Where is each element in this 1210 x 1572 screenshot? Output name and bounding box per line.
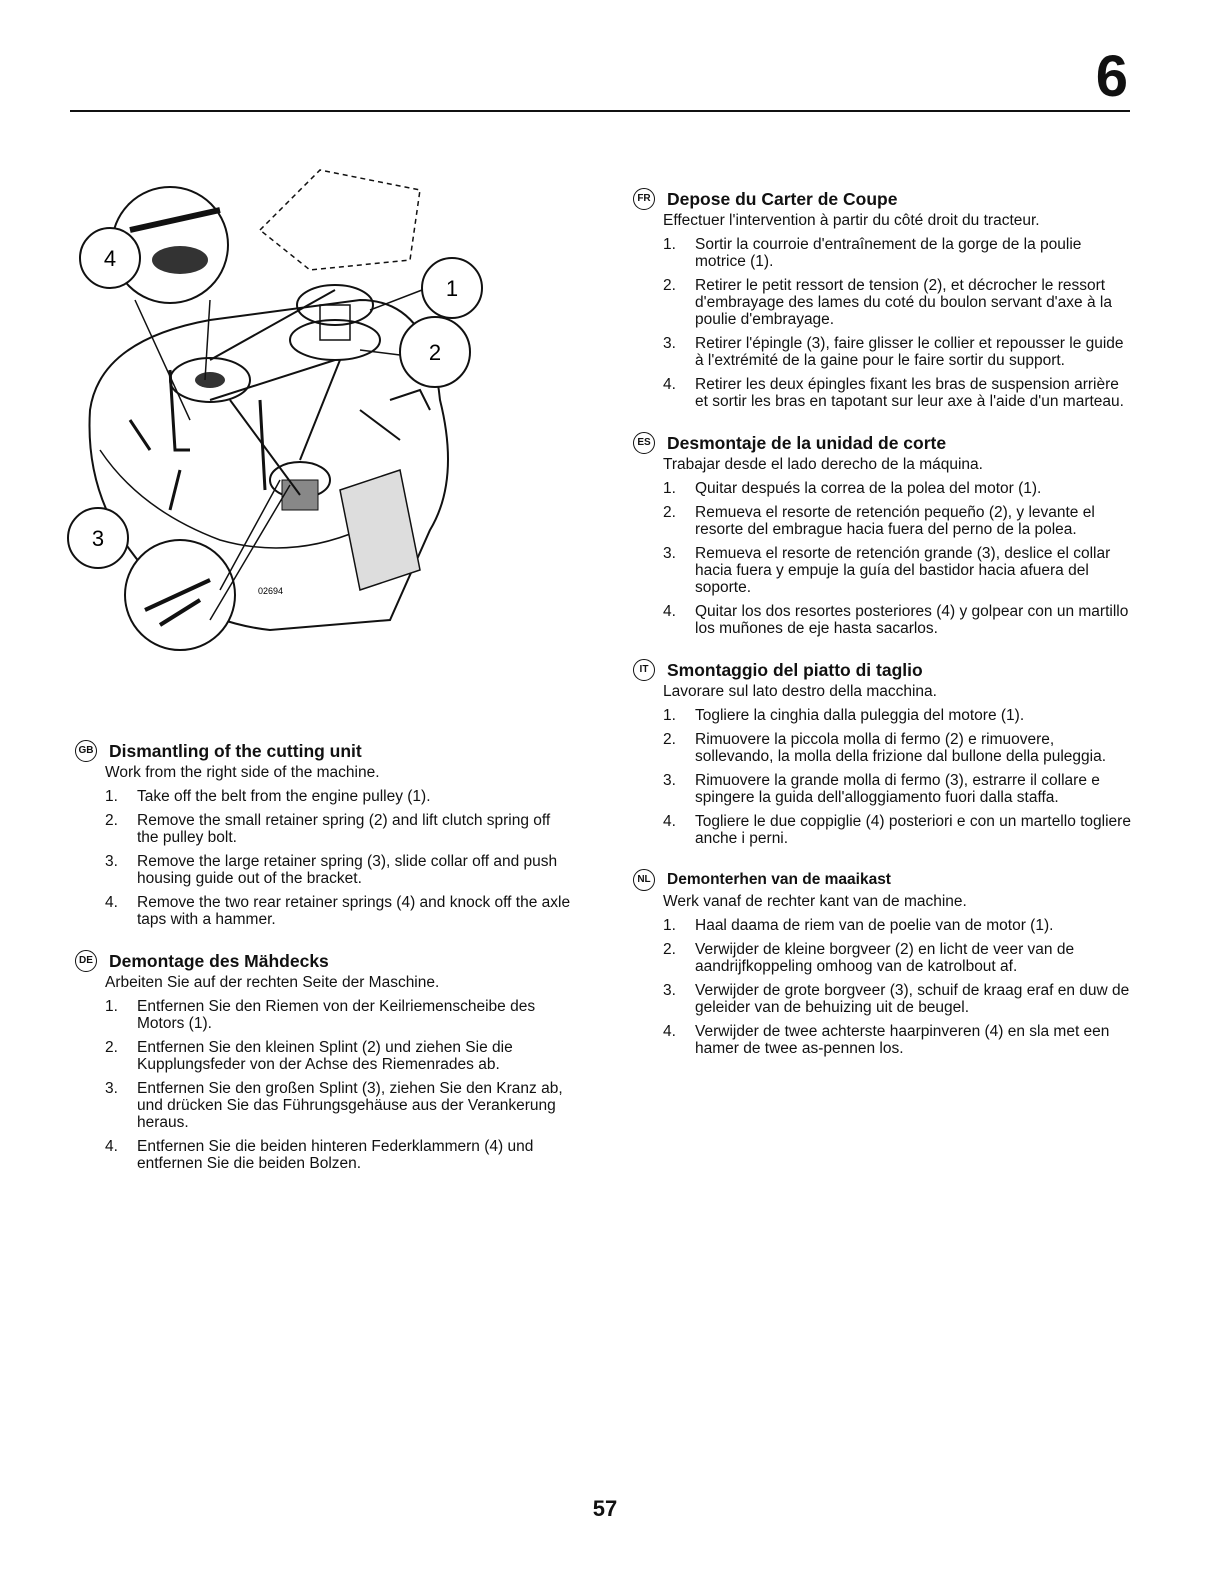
flag-nl-icon: NL: [633, 869, 655, 891]
cutting-deck-illustration: [60, 150, 510, 670]
section-title: Dismantling of the cutting unit: [109, 741, 362, 761]
section-intro: Work from the right side of the machine.: [105, 764, 380, 781]
flag-gb-icon: GB: [75, 740, 97, 762]
list-item: 4. Verwijder de twee achterste haarpinveren (4) en sla met een hamer de twee as-pennen los.: [663, 1023, 1110, 1057]
list-item: 3. Retirer l'épingle (3), faire glisser le collier et repousser le guide à l'extrémité de la gaine pour le faire sortir du support.: [663, 335, 1124, 369]
section-nl: [637, 869, 1133, 1057]
list-item: 1. Haal daama de riem van de poelie van de motor (1).: [663, 917, 1054, 934]
right-column: [637, 188, 1133, 1073]
list-item: 1. Togliere la cinghia dalla puleggia del motore (1).: [663, 707, 1025, 724]
section-title: Smontaggio del piatto di taglio: [667, 660, 923, 680]
flag-es-icon: ES: [633, 432, 655, 454]
list-item: 3. Remove the large retainer spring (3), slide collar off and push housing guide out of the bracket.: [105, 853, 558, 887]
list-item: 2. Remove the small retainer spring (2) and lift clutch spring off the pulley bolt.: [105, 812, 551, 846]
section-title: Depose du Carter de Coupe: [667, 189, 898, 209]
header-rule: [70, 110, 1130, 112]
flag-it-icon: IT: [633, 659, 655, 681]
section-it: [639, 659, 1133, 847]
list-item: 2. Rimuovere la piccola molla di fermo (2) e rimuovere, sollevando, la molla della frizione dal bullone della puleggia.: [663, 731, 1107, 765]
flag-fr-icon: FR: [633, 188, 655, 210]
list-item: 1. Quitar después la correa de la polea del motor (1).: [663, 480, 1042, 497]
list-item: 3. Rimuovere la grande molla di fermo (3), estrarre il collare e spingere la guida dell'alloggiamento fuori dalla staffa.: [663, 772, 1100, 806]
callout-4: 4: [103, 246, 117, 271]
list-item: 1. Take off the belt from the engine pulley (1).: [105, 788, 431, 805]
section-intro: Trabajar desde el lado derecho de la máquina.: [663, 456, 983, 473]
callout-1: 1: [445, 276, 459, 301]
flag-de-icon: DE: [75, 950, 97, 972]
figure-code: 02694: [258, 586, 284, 596]
page-number: 57: [592, 1496, 618, 1521]
list-item: 3. Entfernen Sie den großen Splint (3), ziehen Sie den Kranz ab, und drücken Sie das Führungsgehäuse aus der Verankerung heraus.: [105, 1080, 563, 1131]
list-item: 2. Entfernen Sie den kleinen Splint (2) und ziehen Sie die Kupplungsfeder von der Achse des Riemenrades ab.: [105, 1039, 513, 1073]
list-item: 4. Retirer les deux épingles fixant les bras de suspension arrière et sortir les bras en tapotant sur leur axe à l'aide d'un marteau.: [663, 376, 1124, 410]
section-de: [79, 950, 575, 1172]
list-item: 2. Verwijder de kleine borgveer (2) en licht de veer van de aandrijfkoppeling omhoog van de katrolbout af.: [663, 941, 1075, 975]
section-title: Demontage des Mähdecks: [109, 951, 329, 971]
callout-2: 2: [428, 340, 442, 365]
list-item: 2. Retirer le petit ressort de tension (2), et décrocher le ressort d'embrayage des lames du coté du boulon servant d'axe à la poulie d'embrayage.: [663, 277, 1112, 328]
chapter-number: 6: [1095, 44, 1128, 109]
section-fr: [637, 188, 1133, 410]
section-title: Demonterhen van de maaikast: [667, 871, 891, 888]
section-intro: Effectuer l'intervention à partir du côté droit du tracteur.: [663, 212, 1040, 229]
list-item: 4. Entfernen Sie die beiden hinteren Federklammern (4) und entfernen Sie die beiden Bolzen.: [105, 1138, 534, 1172]
callout-3: 3: [91, 526, 105, 551]
section-intro: Arbeiten Sie auf der rechten Seite der Maschine.: [105, 974, 440, 991]
left-column: [78, 740, 575, 1188]
section-es: [637, 432, 1133, 637]
list-item: 2. Remueva el resorte de retención pequeño (2), y levante el resorte del embrague hacia fuera del perno de la polea.: [663, 504, 1095, 538]
section-intro: Werk vanaf de rechter kant van de machine.: [663, 893, 967, 910]
list-item: 4. Togliere le due coppiglie (4) posteriori e con un martello togliere anche i perni.: [663, 813, 1131, 847]
section-gb: [78, 740, 575, 928]
section-title: Desmontaje de la unidad de corte: [667, 433, 947, 453]
list-item: 3. Remueva el resorte de retención grande (3), deslice el collar hacia fuera y empuje la guía del bastidor hacia afuera del soporte.: [663, 545, 1111, 596]
list-item: 4. Quitar los dos resortes posteriores (4) y golpear con un martillo los muñones de eje hasta sacarlos.: [663, 603, 1129, 637]
list-item: 4. Remove the two rear retainer springs (4) and knock off the axle taps with a hammer.: [105, 894, 571, 928]
list-item: 1. Entfernen Sie den Riemen von der Keilriemenscheibe des Motors (1).: [105, 998, 536, 1032]
list-item: 3. Verwijder de grote borgveer (3), schuif de kraag eraf en duw de geleider van de behuizing uit de beugel.: [663, 982, 1130, 1016]
list-item: 1. Sortir la courroie d'entraînement de la gorge de la poulie motrice (1).: [663, 236, 1082, 270]
section-intro: Lavorare sul lato destro della macchina.: [663, 683, 937, 700]
